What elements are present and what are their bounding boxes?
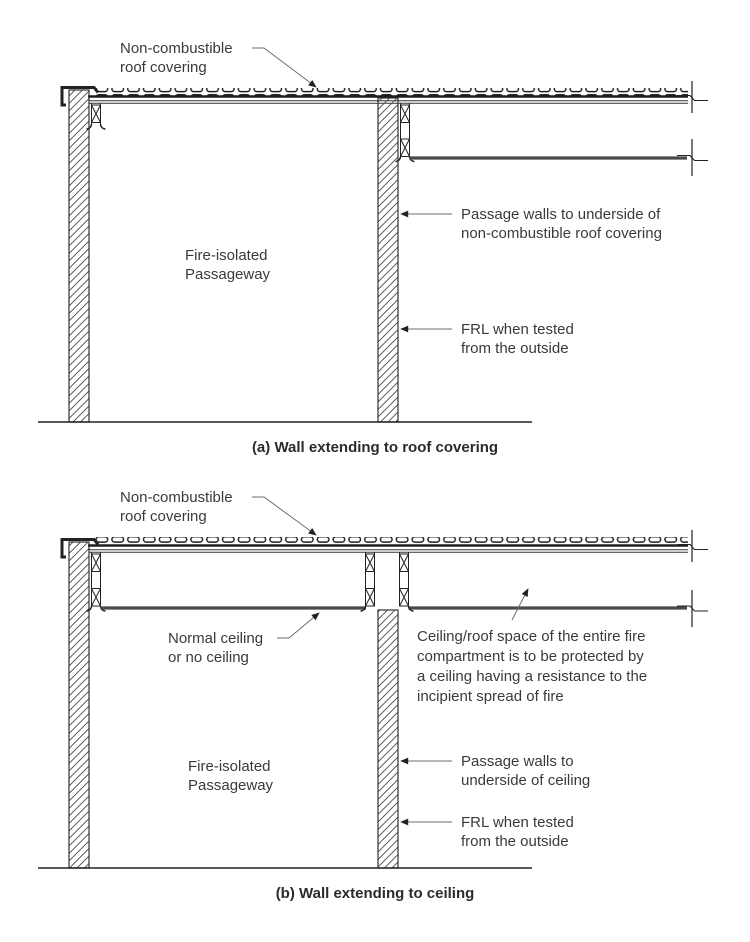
label-line: FRL when tested bbox=[461, 814, 574, 831]
label-normal-ceiling-b bbox=[168, 629, 263, 667]
passage-wall-b bbox=[378, 610, 398, 868]
label-line: roof covering bbox=[120, 59, 207, 76]
label-line: from the outside bbox=[461, 833, 569, 850]
break-marks-b bbox=[677, 530, 708, 627]
label-line: Non-combustible bbox=[120, 489, 233, 506]
caption-a: (a) Wall extending to roof covering bbox=[251, 439, 499, 456]
label-line: Fire-isolated bbox=[188, 758, 271, 775]
label-line: Passage walls to underside of bbox=[461, 206, 661, 223]
label-line: a ceiling having a resistance to the bbox=[417, 668, 648, 685]
passage-blocking-left-b bbox=[361, 552, 375, 611]
leader-roof-covering-a bbox=[252, 48, 316, 87]
break-marks-a bbox=[677, 81, 708, 176]
label-line: from the outside bbox=[461, 340, 569, 357]
label-passageway-b bbox=[188, 757, 273, 795]
caption-b: (b) Wall extending to ceiling bbox=[275, 885, 475, 902]
leader-ceiling-space-b bbox=[512, 589, 528, 620]
label-frl-b bbox=[461, 813, 574, 851]
label-line: Passage walls to bbox=[461, 753, 574, 770]
label-line: non-combustible roof covering bbox=[461, 225, 662, 242]
leader-normal-ceiling-b bbox=[277, 613, 319, 638]
label-passage-walls-a bbox=[461, 205, 662, 243]
label-passageway-a bbox=[185, 246, 270, 284]
left-wall-a bbox=[62, 88, 98, 423]
label-line: Ceiling/roof space of the entire fire bbox=[417, 628, 646, 645]
label-ceiling-space-b bbox=[417, 627, 647, 707]
label-line: compartment is to be protected by bbox=[417, 648, 644, 665]
label-line: Passageway bbox=[185, 266, 271, 283]
roof-b bbox=[88, 537, 688, 552]
passage-wall-a bbox=[378, 98, 398, 422]
label-frl-a bbox=[461, 320, 574, 358]
label-roof-covering-b bbox=[120, 488, 233, 526]
label-line: underside of ceiling bbox=[461, 772, 591, 789]
passage-blocking-right-b bbox=[400, 552, 414, 611]
label-roof-covering-a bbox=[120, 39, 233, 77]
label-line: Passageway bbox=[188, 777, 274, 794]
label-line: Normal ceiling bbox=[168, 630, 264, 647]
label-line: Non-combustible bbox=[120, 40, 233, 57]
leader-roof-covering-b bbox=[252, 497, 316, 535]
label-passage-walls-b bbox=[461, 752, 590, 790]
label-line: or no ceiling bbox=[168, 649, 249, 666]
label-line: roof covering bbox=[120, 508, 207, 525]
label-line: FRL when tested bbox=[461, 321, 574, 338]
label-line: incipient spread of fire bbox=[417, 688, 564, 705]
label-line: Fire-isolated bbox=[185, 247, 268, 264]
